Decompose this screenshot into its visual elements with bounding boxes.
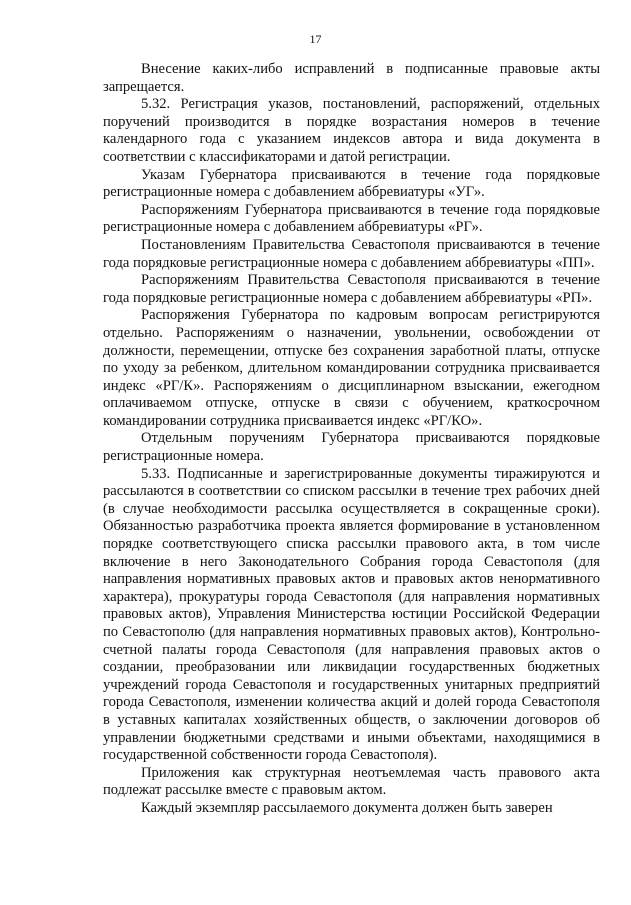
paragraph: Внесение каких-либо исправлений в подписанные правовые акты запрещается. (103, 61, 600, 95)
paragraph: Постановлениям Правительства Севастополя присваиваются в течение года порядковые регистрационные номера с добавлением аббревиатуры «ПП». (103, 236, 600, 271)
paragraph: Приложения как структурная неотъемлемая часть правового акта подлежат рассылке вместе с правовым актом. (103, 764, 600, 799)
paragraph: Распоряжениям Губернатора присваиваются в течение года порядковые регистрационные номера с добавлением аббревиатуры «РГ». (103, 201, 600, 236)
paragraph: Отдельным поручениям Губернатора присваиваются порядковые регистрационные номера. (103, 430, 600, 465)
paragraph: Указам Губернатора присваиваются в течение года порядковые регистрационные номера с добавлением аббревиатуры «УГ». (103, 166, 600, 201)
document-body (103, 61, 600, 818)
paragraph: Распоряжениям Правительства Севастополя присваиваются в течение года порядковые регистрационные номера с добавлением аббревиатуры «РП». (103, 272, 600, 306)
page-number: 17 (309, 32, 322, 46)
paragraph: 5.33. Подписанные и зарегистрированные документы тиражируются и рассылаются в соответствии со списком рассылки в течение трех рабочих дней (в случае необходимости рассылка осуществляется в сокращенные сроки). Обязанностью разработчика проекта является формирование в установленном порядке соответствующего списка рассылки правового акта, в том числе включение в него Законодательного Собрания города Севастополя (для направления нормативных правовых актов и правовых актов ненормативного характера), прокуратуры города Севастополя (для направления нормативных правовых актов), Управления Министерства юстиции Российской Федерации по Севастополю (для направления нормативных правовых актов), Контрольно-счетной палаты города Севастополя (для направления правовых актов о создании, преобразовании или ликвидации государственных бюджетных учреждений города Севастополя и государственных унитарных предприятий города Севастополя, изменении количества акций и долей города Севастополя в уставных капиталах хозяйственных обществ, о заключении договоров об управлении бюджетными средствами и иными объектами, находящимися в государственной собственности города Севастополя). (103, 465, 600, 764)
paragraph: Каждый экземпляр рассылаемого документа должен быть заверен (141, 799, 553, 816)
paragraph: Распоряжения Губернатора по кадровым вопросам регистрируются отдельно. Распоряжениям о назначении, увольнении, освобождении от должности, перемещении, отпуске без сохранения заработной платы, отпуске по уходу за ребенком, длительном командировании сотрудника присваивается индекс «РГ/К». Распоряжениям о дисциплинарном взыскании, ежегодном оплачиваемом отпуске, отпуске в связи с обучением, краткосрочном командировании сотрудника присваивается индекс «РГ/КО». (103, 307, 600, 429)
paragraph: 5.32. Регистрация указов, постановлений, распоряжений, отдельных поручений производится в порядке возрастания номеров в течение календарного года с указанием индексов автора и вида документа в соответствии с классификаторами и датой регистрации. (103, 96, 600, 165)
